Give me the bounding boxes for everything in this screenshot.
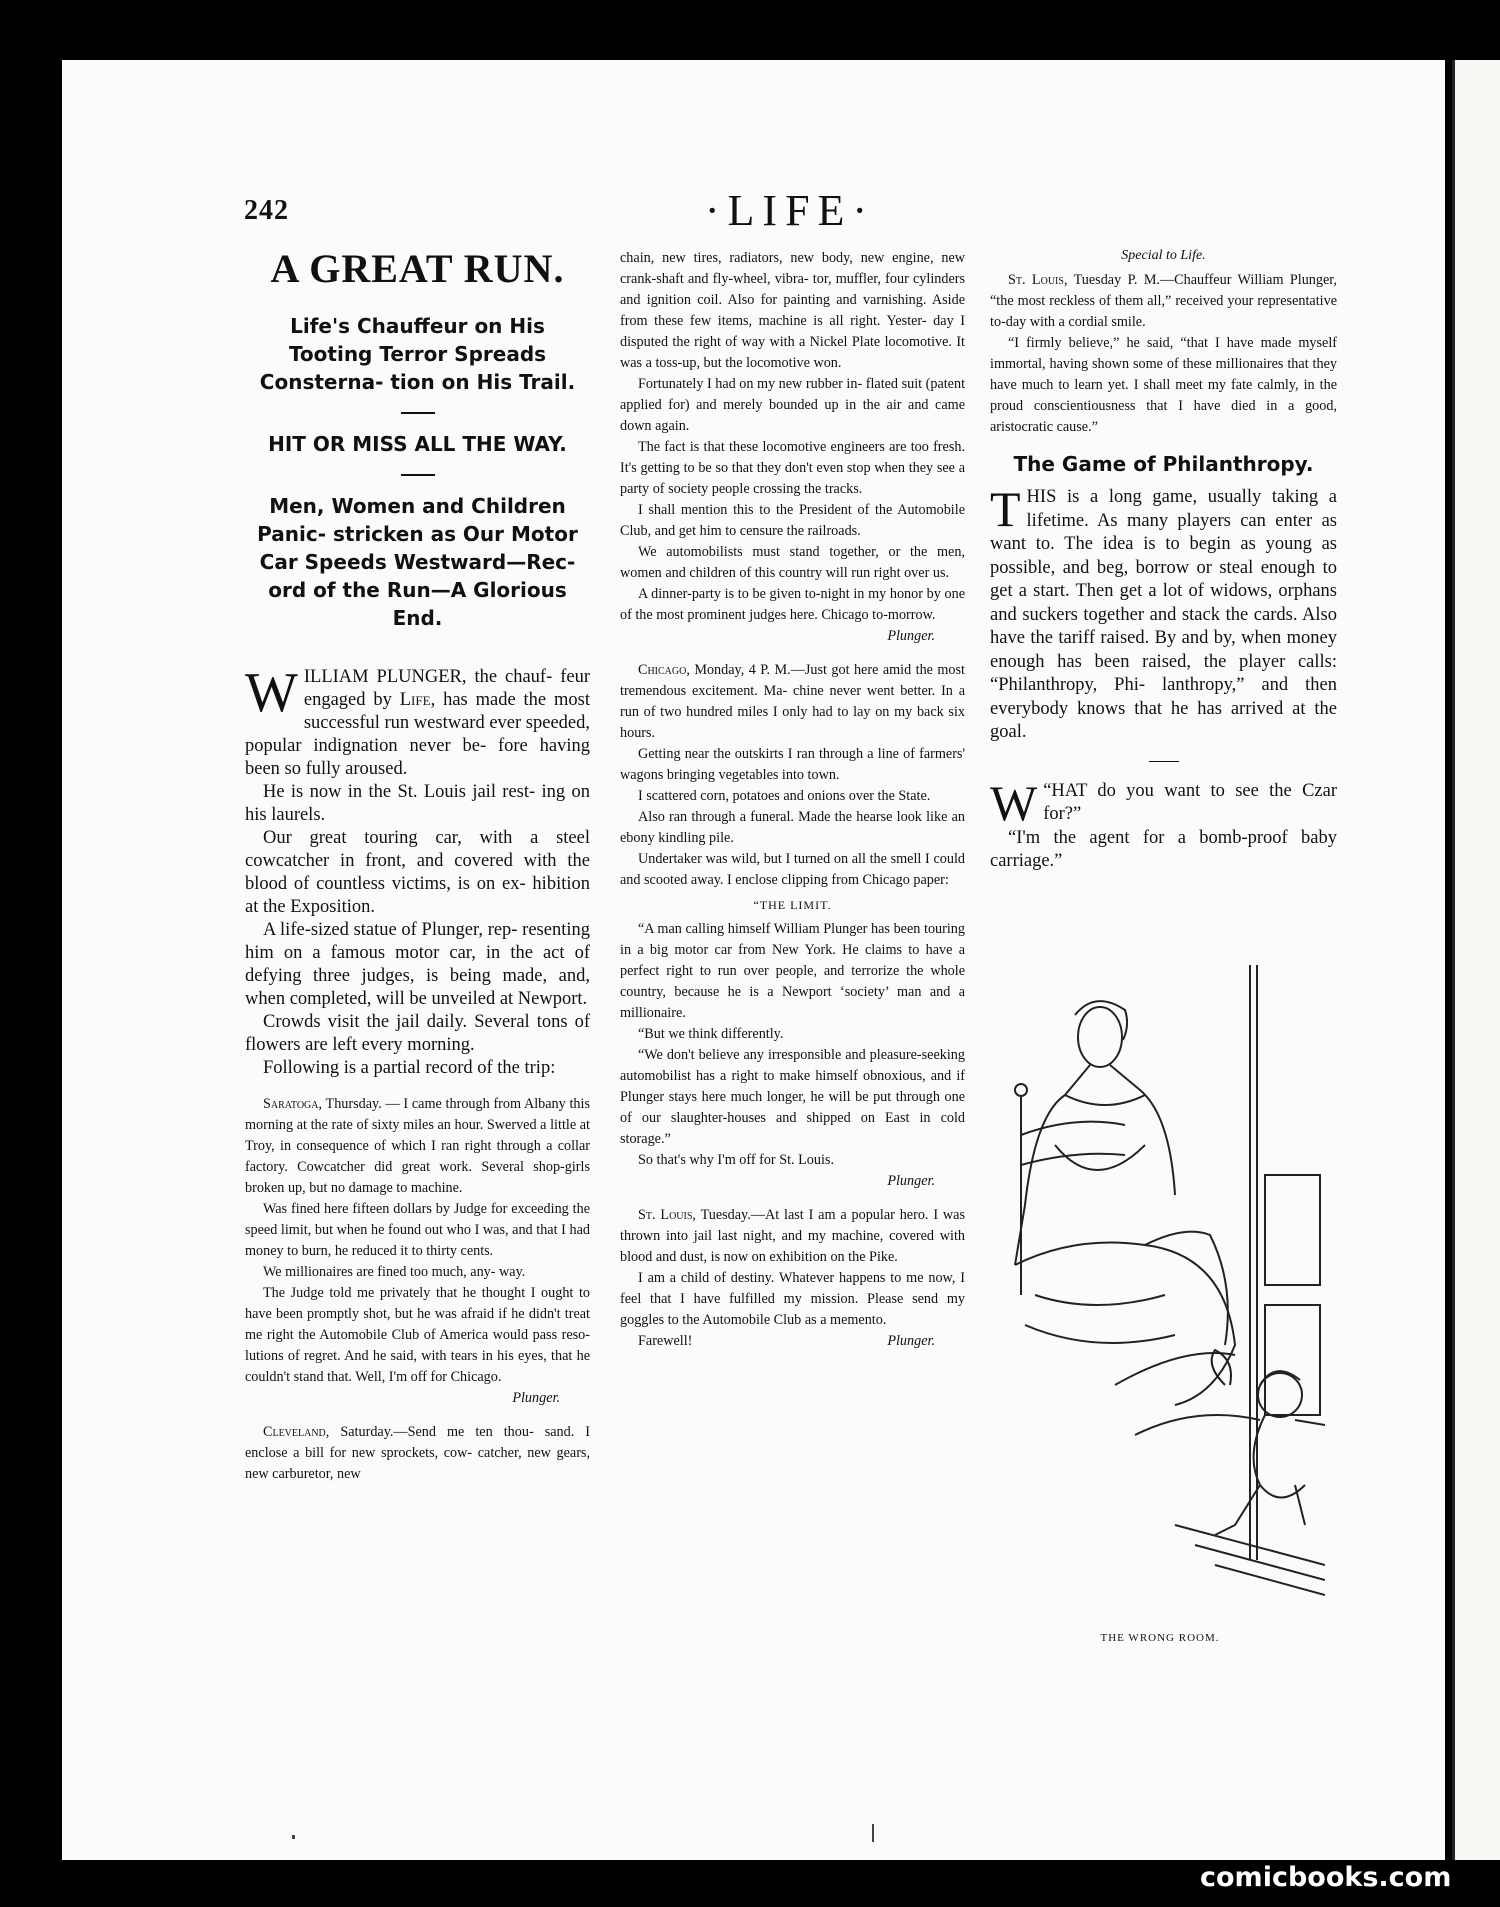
column-2 <box>620 248 965 1352</box>
paragraph: The fact is that these locomotive engineers are too fresh. It's getting to be so that they don't even stop when they see a party of society people crossing the tracks. <box>620 439 965 497</box>
deck-2: HIT OR MISS ALL THE WAY. <box>268 432 567 456</box>
section-rule <box>1149 761 1179 762</box>
signature: Plunger. <box>887 628 935 644</box>
quote-paragraph: “A man calling himself William Plunger has been touring in a big motor car from New York. He claims to have a perfect right to run over people, and terrorize the whole country, because he is a Newport ‘society’ man and a millionaire. <box>620 921 965 1021</box>
scan-speck <box>292 1835 295 1839</box>
dispatch-st-louis-special: St. Louis, Tuesday P. M.—Chauffeur William Plunger, “the most reckless of them all,” received your representative to-day with a cordial smile. <box>990 272 1337 330</box>
signature: Plunger. <box>512 1390 560 1406</box>
closing-line: Farewell! Plunger. <box>638 1333 935 1349</box>
drop-cap: W <box>245 662 298 724</box>
paragraph: Fortunately I had on my new rubber in- flated suit (patent applied for) and merely bounded up in the air and came down again. <box>620 376 966 434</box>
drop-cap: W <box>990 774 1038 831</box>
scan-speck <box>872 1824 874 1842</box>
paragraph: Our great touring car, with a steel cowcatcher in front, and covered with the blood of countless victims, is on ex- hibition at the Exposition. <box>245 828 590 917</box>
deck-3: Men, Women and Children Panic- stricken as Our Motor Car Speeds Westward—Rec- ord of the Run—A Glorious End. <box>257 494 578 630</box>
dispatch-st-louis: St. Louis, Tuesday.—At last I am a popular hero. I was thrown into jail last night, and my machine, covered with blood and dust, is now on exhibition on the Pike. <box>620 1207 965 1265</box>
paragraph: A dinner-party is to be given to-night in my honor by one of the most prominent judges here. Chicago to-morrow. <box>620 586 965 623</box>
drop-cap: T <box>990 481 1021 537</box>
paragraph: Was fined here fifteen dollars by Judge for exceeding the speed limit, but when he found out who I was, and that I had money to burn, he reduced it to thirty cents. <box>245 1201 590 1259</box>
paragraph: The Judge told me privately that he thought I ought to have been promptly shot, but he was afraid if he didn't treat me right the Automobile Club of America would pass reso- lutions of regret. And he said, with tears in his eyes, that he couldn't stand that. Well, I'm off for Chicago. <box>245 1285 590 1385</box>
paragraph: Undertaker was wild, but I turned on all the smell I could and scooted away. I enclose clipping from Chicago paper: <box>620 851 965 888</box>
dispatch-cleveland: Cleveland, Saturday.—Send me ten thou- sand. I enclose a bill for new sprockets, cow- catcher, new gears, new carburetor, new <box>245 1424 590 1482</box>
special-byline: Special to Life. <box>1121 248 1206 263</box>
joke-reply: “I'm the agent for a bomb-proof baby carriage.” <box>990 827 1337 871</box>
quote-paragraph: “But we think differently. <box>638 1026 784 1042</box>
lead-paragraph: WILLIAM PLUNGER, the chauf- feur engaged by Life, has made the most successful run westward ever speeded, popular indignation never be- fore having been so fully aroused. <box>245 662 590 779</box>
column-1 <box>245 245 590 1485</box>
watermark: comicbooks.com <box>1200 1862 1452 1893</box>
facing-page-edge <box>1452 60 1500 1860</box>
paragraph: A life-sized statue of Plunger, rep- resenting him on a famous motor car, in the act of defying three judges, is being made, and, when completed, will be unveiled at Newport. <box>245 920 590 1009</box>
paragraph: I am a child of destiny. Whatever happens to me now, I feel that I have fulfilled my mission. Please send my goggles to the Automobile Club as a memento. <box>620 1270 965 1328</box>
section-title: The Game of Philanthropy. <box>1013 452 1314 476</box>
paragraph: He is now in the St. Louis jail rest- ing on his laurels. <box>245 782 590 825</box>
deck-rule <box>401 412 435 414</box>
paragraph: We automobilists must stand together, or the men, women and children of this country will run right over us. <box>620 544 965 581</box>
paragraph: We millionaires are fined too much, any- way. <box>263 1264 526 1280</box>
dispatch-chicago: Chicago, Monday, 4 P. M.—Just got here amid the most tremendous excitement. Ma- chine never went better. In a run of two hundred miles I only had to lay on my back six hours. <box>620 662 965 741</box>
deck-rule <box>401 474 435 476</box>
deck-1: Life's Chauffeur on His Tooting Terror Spreads Consterna- tion on His Trail. <box>259 314 576 394</box>
illustration-caption: THE WRONG ROOM. <box>1100 1632 1220 1644</box>
paragraph: Crowds visit the jail daily. Several tons of flowers are left every morning. <box>245 1012 590 1055</box>
article-title: A GREAT RUN. <box>270 246 565 291</box>
wrong-room-illustration <box>995 965 1325 1630</box>
masthead: ·LIFE· <box>704 186 876 235</box>
dispatch-saratoga: Saratoga, Thursday. — I came through from Albany this morning at the rate of sixty miles an hour. Swerved a little at Troy, in consequence of which I ran right through a collar factory. Cowcatcher did great work. Several shop-girls broken up, but no damage to machine. <box>245 1096 590 1196</box>
signature: Plunger. <box>887 1173 935 1189</box>
paragraph: “I firmly believe,” he said, “that I have made myself immortal, having shown some of these millionaires that they have much to learn yet. I shall meet my fate calmly, in the proud conscientiousness that I have died in a good, aristocratic cause.” <box>990 335 1337 435</box>
paragraph: Getting near the outskirts I ran through a line of farmers' wagons bringing vegetables into town. <box>620 746 965 783</box>
quote-paragraph: “We don't believe any irresponsible and pleasure-seeking automobilist has a right to make himself obnoxious, and if Plunger stays here much longer, he will be put through one of our slaughter-houses and shipped on East in cold storage.” <box>620 1047 965 1147</box>
paragraph: Following is a partial record of the trip: <box>263 1058 556 1078</box>
paragraph: I shall mention this to the President of the Automobile Club, and get him to censure the railroads. <box>620 502 965 539</box>
paragraph: chain, new tires, radiators, new body, new engine, new crank-shaft and fly-wheel, vibra- tor, muffler, four cylinders and ignition coil. Also for painting and varnishing. Aside from these few items, machine is all right. Yester- day I disputed the right of way with a Nickel Plate locomotive. It was a toss-up, but the locomotive won. <box>620 250 965 371</box>
paragraph: Also ran through a funeral. Made the hearse look like an ebony kindling pile. <box>620 809 965 846</box>
column-3 <box>990 248 1337 874</box>
joke-paragraph: “ W HAT do you want to see the Czar for?” <box>990 774 1337 831</box>
philanthropy-paragraph: THIS is a long game, usually taking a lifetime. As many players can enter as want to. The idea is to begin as young as possible, and beg, borrow or steal enough to get a start. Then get a lot of widows, orphans and suckers together and stack the cards. Also have the tariff raised. By and by, when money enough has been raised, the player calls: “Philanthropy, Phi- lanthropy,” and then everybody knows that he has arrived at the goal. <box>990 481 1337 742</box>
paragraph: I scattered corn, potatoes and onions over the State. <box>638 788 931 804</box>
paragraph: So that's why I'm off for St. Louis. <box>638 1152 834 1168</box>
page-number: 242 <box>244 195 289 226</box>
clipping-heading: “THE LIMIT. <box>753 898 832 912</box>
